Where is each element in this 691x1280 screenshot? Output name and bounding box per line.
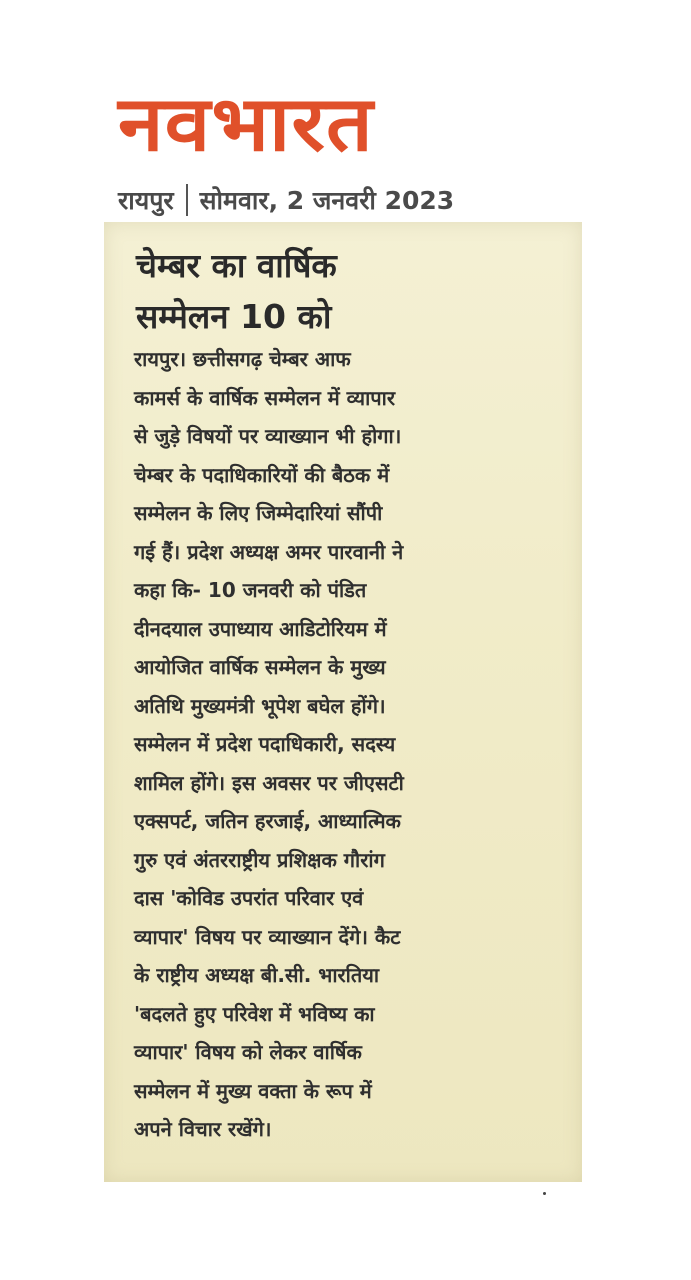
body-line: कामर्स के वार्षिक सम्मेलन में व्यापार [134,385,396,410]
body-line: 'बदलते हुए परिवेश में भविष्य का [134,1001,375,1026]
body-line: के राष्ट्रीय अध्यक्ष बी.सी. भारतिया [134,963,380,987]
body-line: दास 'कोविड उपरांत परिवार एवं [134,886,364,910]
headline-line: सम्मेलन 10 को [136,297,332,336]
article-headline [136,240,566,342]
dateline-city: रायपुर [118,186,174,215]
body-line: एक्सपर्ट, जतिन हरजाई, आध्यात्मिक [134,809,401,833]
body-line: शामिल होंगे। इस अवसर पर जीएसटी [134,770,404,795]
newspaper-name: नवभारत [118,79,374,168]
body-line: व्यापार' विषय पर व्याख्यान देंगे। कैट [134,924,401,949]
body-line: सम्मेलन के लिए जिम्मेदारियां सौंपी [134,501,383,525]
headline-line: चेम्बर का वार्षिक [136,246,337,285]
dateline-divider [186,184,188,216]
body-line: दीनदयाल उपाध्याय आडिटोरियम में [134,616,387,641]
article-body [134,340,564,1149]
masthead-logo [118,70,508,178]
body-line: से जुड़े विषयों पर व्याख्यान भी होगा। [134,424,402,448]
body-line: गई हैं। प्रदेश अध्यक्ष अमर पारवानी ने [134,539,404,564]
body-line: सम्मेलन में प्रदेश पदाधिकारी, सदस्य [134,732,396,756]
body-line: व्यापार' विषय को लेकर वार्षिक [134,1040,362,1064]
body-line: कहा कि- 10 जनवरी को पंडित [134,578,367,602]
body-line: गुरु एवं अंतरराष्ट्रीय प्रशिक्षक गौरांग [134,847,385,872]
print-speck [543,1192,546,1195]
body-line: रायपुर। छत्तीसगढ़ चेम्बर आफ [134,347,351,371]
body-line: चेम्बर के पदाधिकारियों की बैठक में [134,462,390,487]
dateline [118,178,454,222]
body-line: आयोजित वार्षिक सम्मेलन के मुख्य [134,655,386,679]
newspaper-clipping [104,222,582,1182]
body-line: अतिथि मुख्यमंत्री भूपेश बघेल होंगे। [134,693,386,718]
body-line: सम्मेलन में मुख्य वक्ता के रूप में [134,1078,372,1103]
body-line: अपने विचार रखेंगे। [134,1117,272,1141]
dateline-date: सोमवार, 2 जनवरी 2023 [199,186,455,215]
